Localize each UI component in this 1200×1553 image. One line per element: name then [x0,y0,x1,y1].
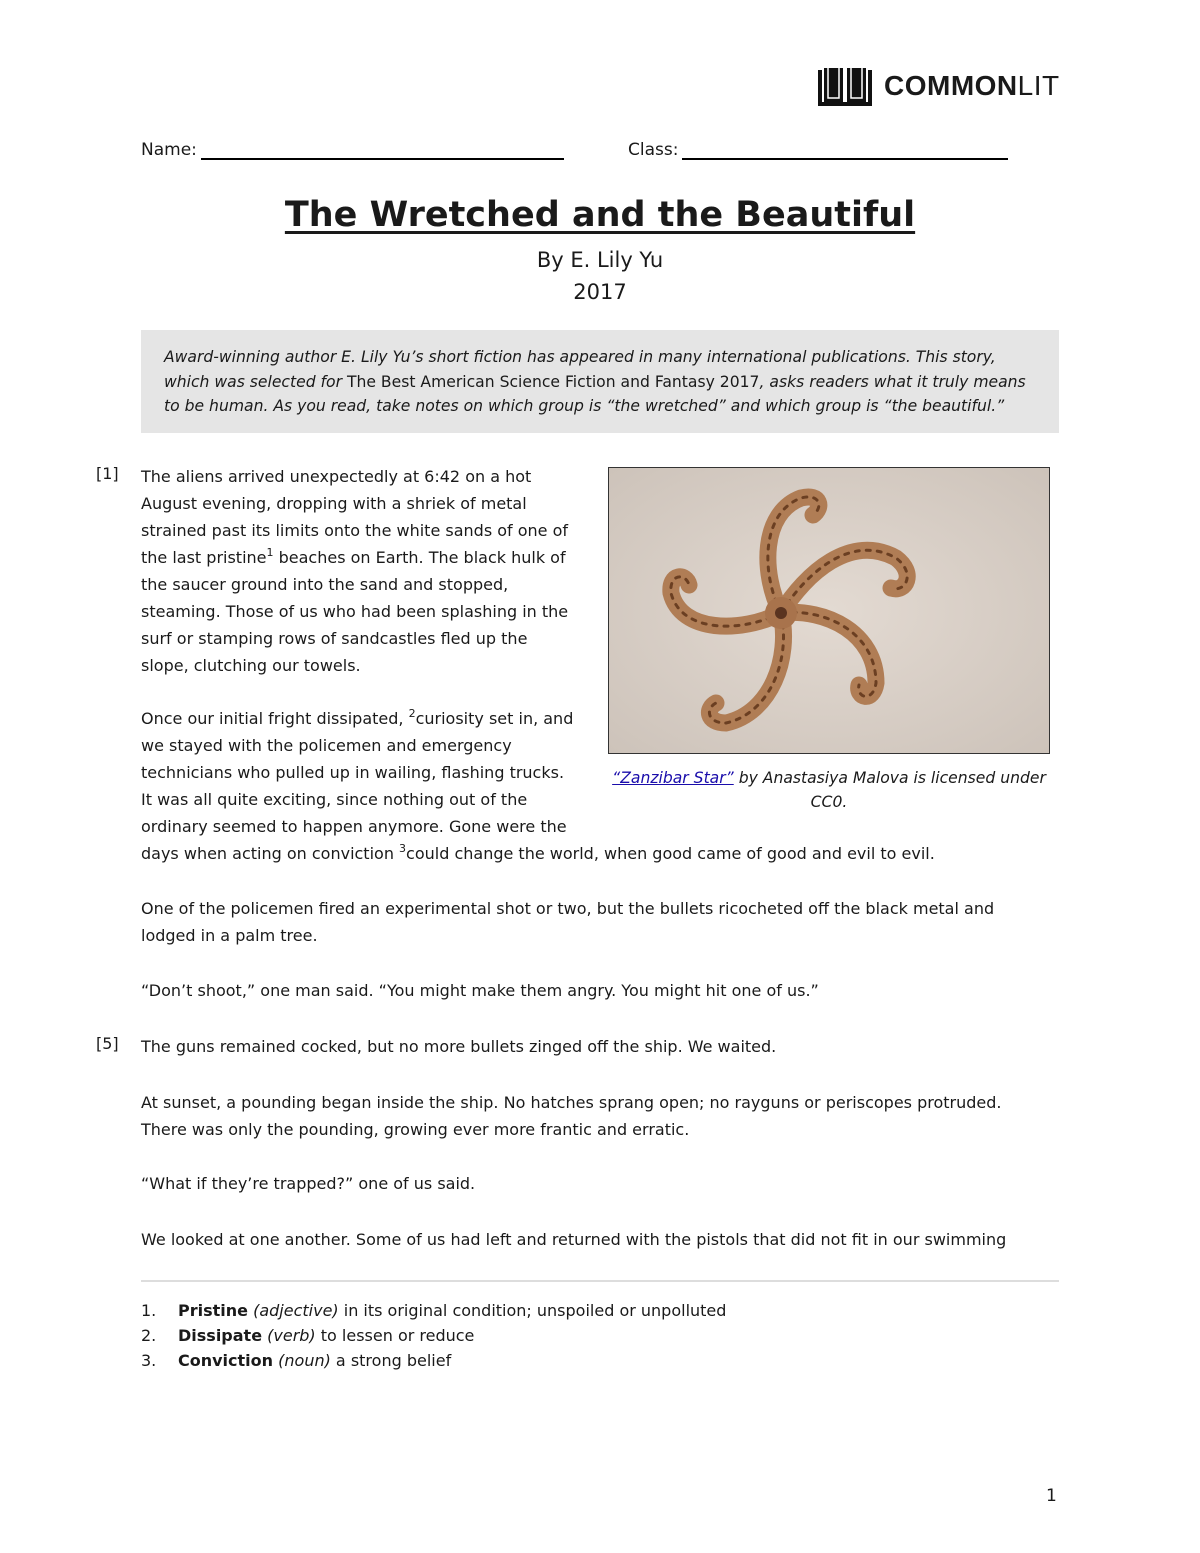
paragraph-8: We looked at one another. Some of us had left and returned with the pistols that did not fit in our swimming [141,1230,1007,1249]
text-line: It was all quite exciting, since nothing out of the [141,790,528,809]
text-line: we stayed with the policemen and emergency [141,736,512,755]
text-line: ordinary seemed to happen anymore. Gone were the [141,817,567,836]
footnote-ref-3[interactable]: 3 [399,842,407,855]
paragraph-1 [141,463,591,679]
caption-line-2: CC0. [810,793,848,811]
title-text: The Wretched and the Beautiful [284,195,916,235]
footnotes-list [141,1298,726,1373]
text-line: strained past its limits onto the white sands of one of [141,521,569,540]
name-field[interactable] [201,140,564,160]
text-line: steaming. Those of us who had been splashing in the [141,602,569,621]
intro-text-1: Award-winning author E. Lily Yu’s short fiction has appeared in many international publications. This story, which was selected for [164,348,996,391]
footnote-item [141,1348,726,1373]
starfish-illustration [609,468,1049,753]
image-caption [608,766,1050,814]
text-line: technicians who pulled up in wailing, flashing trucks. [141,763,565,782]
text-fragment: Once our initial fright dissipated, [141,709,404,728]
caption-text: by Anastasiya Malova is licensed under [733,769,1046,787]
page-title [0,195,1200,235]
text-fragment: beaches on Earth. The black hulk of [273,548,566,567]
text-fragment: the last pristine [141,548,267,567]
commonlit-logo [816,64,1060,108]
footnote-number: 1. [141,1301,157,1320]
paragraph-number: [5] [96,1034,119,1053]
brand-name [884,70,1060,102]
text-fragment: could change the world, when good came of good and evil to evil. [406,844,935,863]
footnote-number: 3. [141,1351,157,1370]
footnote-ref-2[interactable]: 2 [408,707,416,720]
class-row [628,140,1008,160]
paragraph-number: [1] [96,464,119,483]
text-fragment: curiosity set in, and [415,709,574,728]
footnote-pos: (noun) [278,1351,331,1370]
intro-book-title: The Best American Science Fiction and Fantasy 2017 [346,372,760,391]
image-source-link[interactable]: “Zanzibar Star” [612,769,734,787]
publication-year: 2017 [573,280,627,304]
footnote-divider [141,1280,1059,1282]
paragraph-4: “Don’t shoot,” one man said. “You might make them angry. You might hit one of us.” [141,981,819,1000]
paragraph-3 [141,895,1059,949]
footnote-definition: to lessen or reduce [315,1326,475,1345]
intro-text-2: , asks readers what it truly means to be human. As you read, take notes on which group is “the wretched” and which group is “the beautiful.” [164,372,1026,415]
text-line: slope, clutching our towels. [141,656,361,675]
footnote-item [141,1323,726,1348]
open-book-icon [816,64,874,108]
footnote-number: 2. [141,1326,157,1345]
class-label: Class: [628,140,679,160]
brand-common: COMMON [884,70,1018,101]
byline: By E. Lily Yu [536,248,664,272]
text-fragment: days when acting on conviction [141,844,394,863]
paragraph-6 [141,1089,1059,1143]
footnote-definition: a strong belief [330,1351,452,1370]
class-field[interactable] [682,140,1008,160]
footnote-pos: (adjective) [253,1301,339,1320]
text-line: There was only the pounding, growing ever more frantic and erratic. [141,1120,690,1139]
starfish-image [608,467,1050,754]
text-line: surf or stamping rows of sandcastles fled up the [141,629,528,648]
paragraph-5: The guns remained cocked, but no more bullets zinged off the ship. We waited. [141,1037,777,1056]
text-line [141,544,591,571]
caption-line-1 [608,766,1050,790]
footnote-term: Dissipate [178,1326,263,1345]
footnote-ref-1[interactable]: 1 [266,546,274,559]
text-line [141,840,1041,867]
footnote-term: Conviction [178,1351,274,1370]
text-line: One of the policemen fired an experimental shot or two, but the bullets ricocheted off the black metal and [141,899,995,918]
text-line: lodged in a palm tree. [141,926,318,945]
name-label: Name: [141,140,197,160]
text-line: At sunset, a pounding began inside the ship. No hatches sprang open; no rayguns or periscopes protruded. [141,1093,1002,1112]
text-line: the saucer ground into the sand and stopped, [141,575,509,594]
page-number: 1 [1046,1486,1057,1506]
intro-box [141,330,1059,433]
footnote-item [141,1298,726,1323]
footnote-pos: (verb) [267,1326,316,1345]
paragraph-7: “What if they’re trapped?” one of us said. [141,1174,476,1193]
name-row [141,140,564,160]
footnote-term: Pristine [178,1301,248,1320]
text-line: The aliens arrived unexpectedly at 6:42 on a hot [141,467,532,486]
footnote-definition: in its original condition; unspoiled or unpolluted [338,1301,727,1320]
brand-lit: LIT [1017,70,1060,101]
text-line: August evening, dropping with a shriek of metal [141,494,527,513]
